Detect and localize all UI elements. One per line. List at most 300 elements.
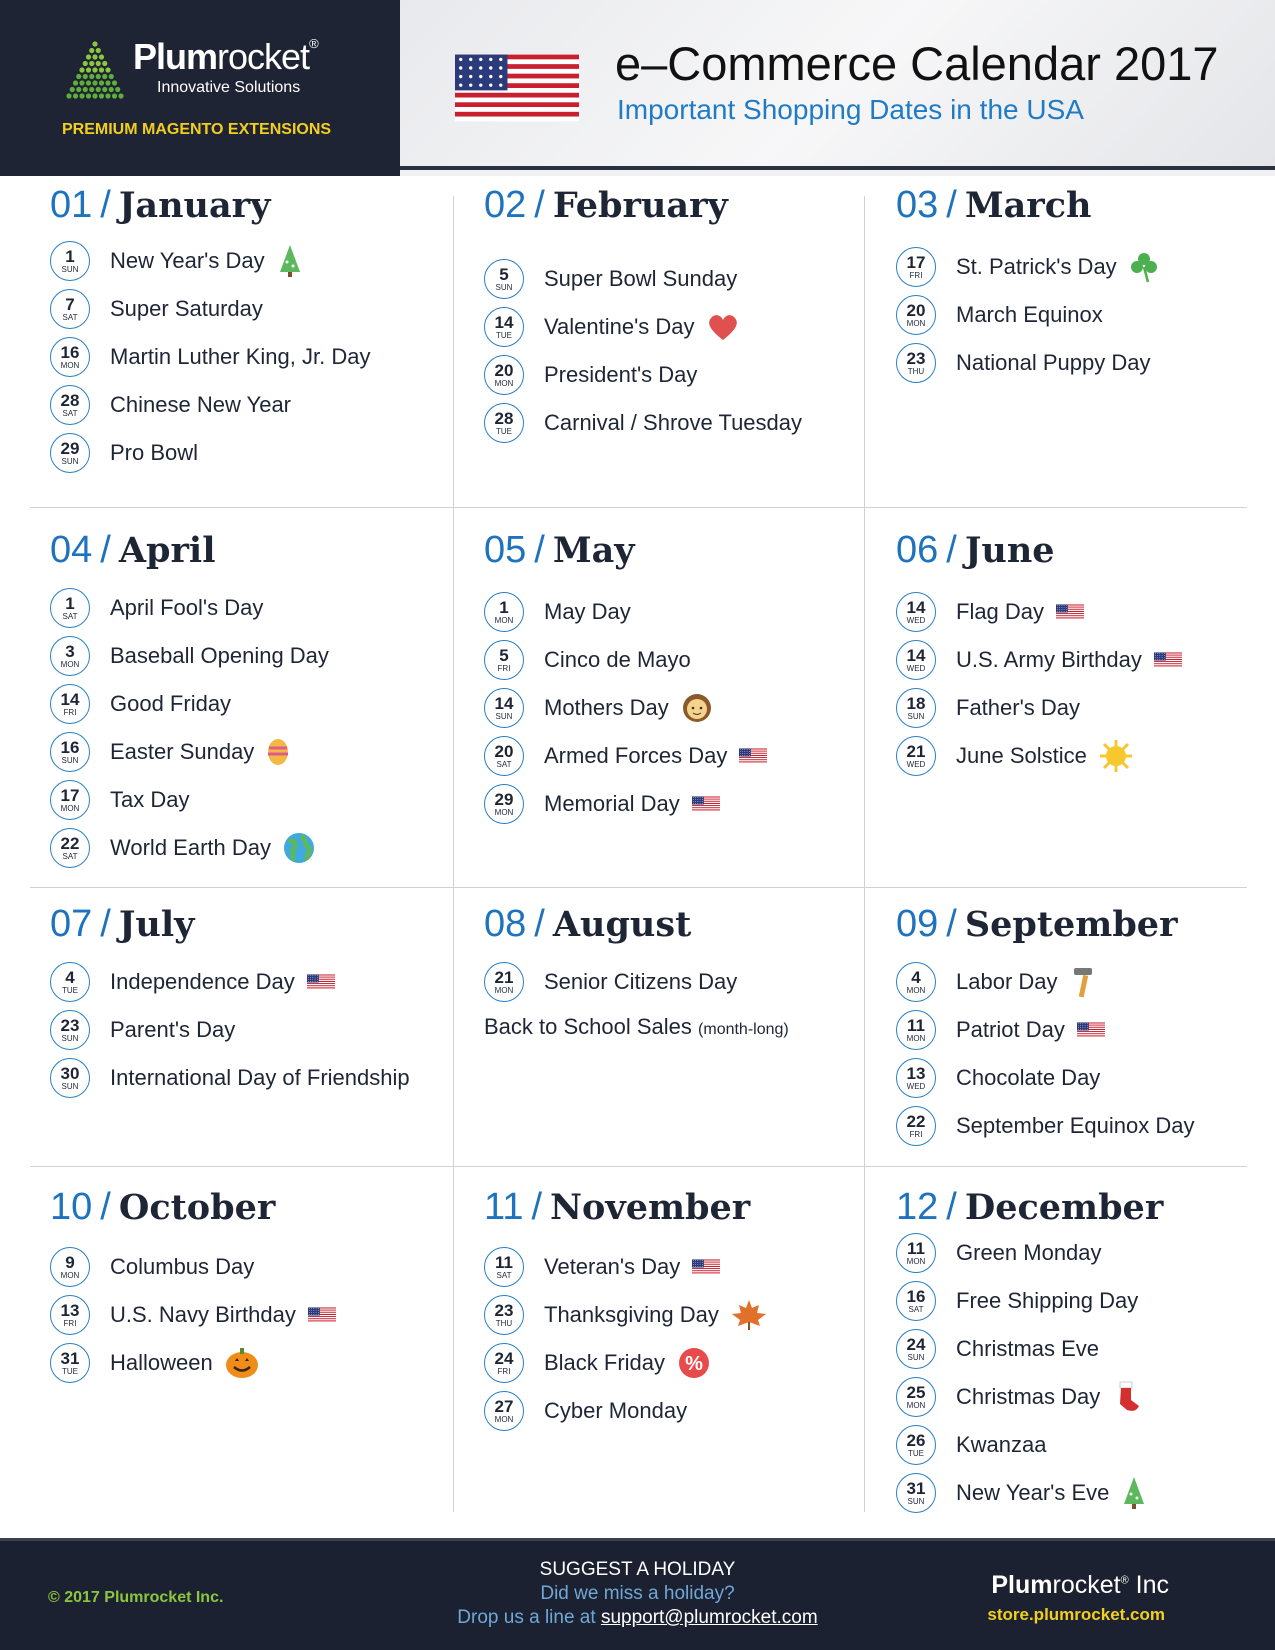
date-badge — [896, 592, 936, 632]
us-flag-icon — [1056, 604, 1084, 620]
event-weekday: TUE — [496, 427, 512, 436]
month-name: September — [964, 904, 1178, 945]
event-weekday: THU — [495, 1319, 513, 1328]
event-item — [50, 333, 370, 381]
date-badge — [484, 259, 524, 299]
event-weekday: SUN — [61, 1034, 79, 1043]
event-name: Baseball Opening Day — [110, 643, 329, 668]
event-day: 24 — [906, 1335, 926, 1354]
event-name: Super Bowl Sunday — [544, 266, 738, 291]
month-name: December — [964, 1187, 1164, 1228]
event-name: Cyber Monday — [544, 1398, 688, 1423]
header — [0, 0, 1275, 176]
month-name: August — [552, 904, 692, 945]
event-day: 7 — [65, 295, 75, 314]
date-badge — [50, 828, 90, 868]
month-title — [896, 529, 1182, 572]
event-item — [484, 1291, 767, 1339]
date-badge — [484, 403, 524, 443]
girl-icon — [681, 692, 713, 724]
event-item — [484, 684, 767, 732]
event-item — [484, 780, 767, 828]
event-name: U.S. Navy Birthday — [110, 1302, 296, 1327]
logo-panel — [0, 0, 400, 176]
page-title: e–Commerce Calendar 2017 — [615, 37, 1219, 90]
us-flag-icon — [739, 748, 767, 764]
event-day: 14 — [494, 313, 514, 332]
event-list — [896, 958, 1194, 1150]
event-list — [50, 584, 329, 872]
event-weekday: SUN — [907, 712, 925, 721]
event-list — [484, 588, 767, 828]
title-slash: / — [100, 903, 111, 945]
event-day: 11 — [495, 1253, 513, 1272]
event-day: 4 — [65, 968, 75, 987]
event-list — [896, 588, 1182, 780]
us-flag-icon — [455, 52, 579, 129]
event-day: 29 — [60, 439, 80, 458]
event-weekday: WED — [906, 664, 926, 673]
event-item — [896, 1054, 1194, 1102]
date-badge — [484, 592, 524, 632]
event-day: 5 — [499, 265, 509, 284]
month-june — [896, 529, 1182, 780]
event-day: 3 — [65, 642, 75, 661]
date-badge — [896, 247, 936, 287]
event-item — [484, 958, 789, 1006]
event-name: Carnival / Shrove Tuesday — [544, 410, 803, 435]
us-flag-icon — [1077, 1022, 1105, 1038]
event-item — [896, 1421, 1163, 1469]
tagline: Innovative Solutions — [157, 79, 301, 96]
event-name: Tax Day — [110, 787, 190, 812]
event-name: Flag Day — [956, 599, 1045, 624]
event-name: Chinese New Year — [110, 392, 292, 417]
event-item — [484, 303, 802, 351]
date-badge — [896, 962, 936, 1002]
event-weekday: SUN — [61, 756, 79, 765]
date-badge — [50, 588, 90, 628]
us-flag-icon — [692, 1259, 720, 1275]
event-day: 25 — [906, 1383, 926, 1402]
event-list — [50, 237, 370, 477]
row-divider — [30, 507, 1247, 508]
event-day: 16 — [60, 738, 80, 757]
event-weekday: MON — [60, 1271, 80, 1280]
hammer-icon — [1070, 966, 1096, 998]
event-item — [896, 1325, 1163, 1373]
event-item — [896, 1229, 1163, 1277]
month-title — [484, 903, 789, 946]
event-list — [896, 243, 1159, 387]
month-name: March — [964, 185, 1092, 226]
date-badge — [50, 241, 90, 281]
event-day: 1 — [499, 598, 509, 617]
title-slash: / — [100, 1186, 111, 1228]
globe-icon — [283, 832, 315, 864]
event-name: Christmas Day — [956, 1384, 1101, 1409]
heart-icon — [707, 313, 739, 341]
event-weekday: SAT — [62, 313, 78, 322]
event-day: 24 — [494, 1349, 514, 1368]
event-weekday: MON — [60, 361, 80, 370]
event-item — [896, 1469, 1163, 1517]
month-title — [484, 1186, 767, 1229]
event-weekday: FRI — [63, 708, 77, 717]
month-title — [50, 1186, 336, 1229]
footer-brand-suffix: Inc — [1128, 1571, 1169, 1599]
date-badge — [50, 1058, 90, 1098]
event-day: 23 — [906, 349, 926, 368]
event-weekday: MON — [494, 986, 514, 995]
event-item — [896, 684, 1182, 732]
footer-brand-bold: Plum — [991, 1571, 1053, 1599]
event-weekday: MON — [494, 1415, 514, 1424]
event-day: 27 — [494, 1397, 514, 1416]
date-badge — [484, 962, 524, 1002]
date-badge — [484, 307, 524, 347]
event-item — [896, 588, 1182, 636]
event-item — [50, 1339, 336, 1387]
event-weekday: WED — [906, 616, 926, 625]
month-name: May — [552, 530, 635, 571]
event-weekday: SAT — [496, 760, 512, 769]
event-weekday: SAT — [62, 852, 78, 861]
event-name: Veteran's Day — [544, 1254, 681, 1279]
month-number: 03 — [896, 184, 939, 226]
event-weekday: TUE — [496, 331, 512, 340]
event-weekday: SUN — [61, 265, 79, 274]
date-badge — [50, 1295, 90, 1335]
event-name: New Year's Day — [110, 248, 265, 273]
event-name: Good Friday — [110, 691, 232, 716]
event-weekday: SAT — [62, 612, 78, 621]
event-item — [50, 584, 329, 632]
title-slash: / — [531, 1186, 543, 1228]
date-badge — [484, 355, 524, 395]
event-weekday: WED — [906, 760, 926, 769]
month-name: July — [118, 904, 195, 945]
event-item — [50, 1006, 410, 1054]
footer — [0, 1538, 1275, 1650]
month-july — [50, 903, 410, 1102]
title-slash: / — [946, 903, 957, 945]
event-weekday: MON — [494, 379, 514, 388]
event-name: Thanksgiving Day — [544, 1302, 719, 1327]
event-list — [484, 1243, 767, 1435]
event-day: 31 — [60, 1349, 80, 1368]
title-slash: / — [534, 903, 545, 945]
event-weekday: SUN — [907, 1497, 925, 1506]
us-flag-icon — [308, 1307, 336, 1323]
suggest-title: SUGGEST A HOLIDAY — [539, 1559, 736, 1580]
event-name: Mothers Day — [544, 695, 669, 720]
event-name: Columbus Day — [110, 1254, 255, 1279]
event-item — [896, 732, 1182, 780]
month-number: 07 — [50, 903, 93, 945]
event-item — [50, 680, 329, 728]
event-weekday: MON — [906, 1257, 926, 1266]
date-badge — [484, 640, 524, 680]
event-name: President's Day — [544, 362, 698, 387]
event-day: 14 — [906, 646, 926, 665]
event-day: 18 — [906, 694, 926, 713]
date-badge — [896, 1329, 936, 1369]
event-day: 21 — [494, 968, 514, 987]
brand-logo — [133, 36, 318, 78]
event-name: Valentine's Day — [544, 314, 695, 339]
date-badge — [50, 337, 90, 377]
title-slash: / — [534, 184, 545, 226]
event-item — [896, 1373, 1163, 1421]
calendar-grid — [0, 176, 1275, 1538]
month-number: 09 — [896, 903, 939, 945]
plumrocket-logo-icon — [60, 40, 130, 102]
month-number: 06 — [896, 529, 939, 571]
event-name: Green Monday — [956, 1240, 1102, 1265]
event-day: 11 — [907, 1239, 925, 1258]
us-flag-icon — [307, 974, 335, 990]
svg-text:%: % — [685, 1353, 703, 1375]
date-badge — [50, 385, 90, 425]
date-badge — [896, 1473, 936, 1513]
note-text: Back to School Sales — [484, 1014, 692, 1039]
month-january — [50, 184, 370, 477]
event-day: 29 — [494, 790, 514, 809]
title-slash: / — [100, 529, 111, 571]
event-name: Parent's Day — [110, 1017, 236, 1042]
month-december — [896, 1186, 1163, 1517]
title-slash: / — [534, 529, 545, 571]
month-number: 12 — [896, 1186, 939, 1228]
event-weekday: SUN — [61, 1082, 79, 1091]
event-weekday: TUE — [908, 1449, 924, 1458]
event-name: Armed Forces Day — [544, 743, 728, 768]
copyright: © 2017 Plumrocket Inc. — [48, 1589, 224, 1606]
suggest-question: Did we miss a holiday? — [540, 1583, 735, 1604]
us-flag-icon — [692, 796, 720, 812]
tree-icon — [277, 244, 303, 278]
event-weekday: TUE — [62, 1367, 78, 1376]
event-item — [484, 732, 767, 780]
date-badge — [896, 1106, 936, 1146]
support-email-link[interactable]: support@plumrocket.com — [600, 1607, 818, 1628]
month-name: November — [550, 1187, 751, 1228]
event-name: Labor Day — [956, 969, 1058, 994]
event-name: Martin Luther King, Jr. Day — [110, 344, 371, 369]
month-title — [896, 903, 1194, 946]
event-day: 9 — [65, 1253, 75, 1272]
event-item — [50, 776, 329, 824]
event-day: 4 — [911, 968, 921, 987]
premium-label: PREMIUM MAGENTO EXTENSIONS — [62, 121, 332, 138]
event-item — [484, 1243, 767, 1291]
date-badge — [484, 1391, 524, 1431]
event-item — [896, 339, 1159, 387]
month-title — [50, 184, 370, 227]
event-weekday: SAT — [62, 409, 78, 418]
event-item — [484, 399, 802, 447]
event-name: Black Friday — [544, 1350, 666, 1375]
event-item — [896, 1102, 1194, 1150]
event-item — [484, 588, 767, 636]
row-divider — [30, 887, 1247, 888]
event-day: 14 — [60, 690, 80, 709]
month-april — [50, 529, 329, 872]
event-day: 23 — [60, 1016, 80, 1035]
event-weekday: MON — [60, 660, 80, 669]
event-weekday: MON — [906, 1401, 926, 1410]
event-day: 5 — [499, 646, 509, 665]
event-day: 22 — [906, 1112, 926, 1131]
month-title — [484, 184, 802, 227]
footer-registered: ® — [1120, 1574, 1129, 1587]
date-badge — [50, 1010, 90, 1050]
title-slash: / — [946, 529, 957, 571]
month-name: April — [118, 530, 216, 571]
event-item — [896, 243, 1159, 291]
store-link[interactable]: store.plumrocket.com — [987, 1605, 1165, 1624]
drop-line-text: Drop us a line at — [457, 1607, 596, 1628]
event-item — [50, 381, 370, 429]
event-name: September Equinox Day — [956, 1113, 1195, 1138]
event-list — [896, 1229, 1163, 1517]
event-day: 16 — [906, 1287, 926, 1306]
event-item — [50, 824, 329, 872]
event-weekday: THU — [907, 367, 925, 376]
month-title — [50, 903, 410, 946]
date-badge — [484, 1343, 524, 1383]
date-badge — [896, 1058, 936, 1098]
event-weekday: MON — [906, 1034, 926, 1043]
event-item — [50, 285, 370, 333]
event-name: Independence Day — [110, 969, 295, 994]
event-weekday: SUN — [61, 457, 79, 466]
event-day: 21 — [906, 742, 926, 761]
date-badge — [50, 732, 90, 772]
row-divider — [30, 1166, 1247, 1167]
date-badge — [896, 343, 936, 383]
month-november — [484, 1186, 767, 1435]
title-slash: / — [946, 184, 957, 226]
month-title — [50, 529, 329, 572]
date-badge — [50, 1247, 90, 1287]
stocking-icon — [1112, 1380, 1142, 1414]
date-badge — [484, 1295, 524, 1335]
percent-icon — [677, 1346, 711, 1380]
note-detail: (month-long) — [698, 1021, 789, 1038]
event-day: 1 — [65, 247, 75, 266]
event-weekday: SUN — [495, 283, 513, 292]
date-badge — [484, 736, 524, 776]
event-weekday: FRI — [497, 1367, 511, 1376]
date-badge — [896, 688, 936, 728]
month-number: 04 — [50, 529, 93, 571]
date-badge — [50, 289, 90, 329]
title-slash: / — [946, 1186, 957, 1228]
column-divider — [864, 196, 865, 1512]
event-day: 11 — [907, 1016, 925, 1035]
month-october — [50, 1186, 336, 1387]
event-name: Senior Citizens Day — [544, 969, 738, 994]
event-list — [50, 958, 410, 1102]
event-day: 16 — [60, 343, 80, 362]
event-weekday: MON — [906, 986, 926, 995]
event-name: Father's Day — [956, 695, 1081, 720]
event-day: 28 — [494, 409, 514, 428]
event-day: 14 — [494, 694, 514, 713]
tree-icon — [1121, 1476, 1147, 1510]
date-badge — [50, 684, 90, 724]
event-day: 26 — [906, 1431, 926, 1450]
maple-leaf-icon — [731, 1299, 767, 1331]
event-name: Cinco de Mayo — [544, 647, 691, 672]
event-list — [50, 1243, 336, 1387]
event-item — [50, 429, 370, 477]
page-subtitle: Important Shopping Dates in the USA — [617, 94, 1084, 125]
event-day: 30 — [60, 1064, 80, 1083]
month-may — [484, 529, 767, 828]
month-number: 10 — [50, 1186, 93, 1228]
month-number: 02 — [484, 184, 527, 226]
event-name: International Day of Friendship — [110, 1065, 410, 1090]
event-item — [484, 351, 802, 399]
event-name: May Day — [544, 599, 631, 624]
event-item — [896, 958, 1194, 1006]
date-badge — [896, 1377, 936, 1417]
event-day: 23 — [494, 1301, 514, 1320]
date-badge — [896, 1281, 936, 1321]
event-name: Chocolate Day — [956, 1065, 1101, 1090]
footer-brand — [991, 1571, 1169, 1600]
event-item — [484, 1339, 767, 1387]
brand-bold: Plum — [133, 36, 218, 77]
month-name: February — [552, 185, 728, 226]
month-march — [896, 184, 1159, 387]
event-day: 13 — [60, 1301, 80, 1320]
date-badge — [50, 962, 90, 1002]
month-february — [484, 184, 802, 447]
event-day: 17 — [906, 253, 926, 272]
event-list — [484, 255, 802, 447]
event-name: Super Saturday — [110, 296, 263, 321]
event-item — [896, 1277, 1163, 1325]
date-badge — [50, 636, 90, 676]
event-list — [484, 958, 789, 1040]
event-item — [484, 1387, 767, 1435]
event-name: National Puppy Day — [956, 350, 1151, 375]
event-item — [50, 1054, 410, 1102]
event-item — [484, 636, 767, 684]
month-title — [896, 1186, 1163, 1229]
event-weekday: FRI — [909, 271, 923, 280]
us-flag-icon — [1154, 652, 1182, 668]
event-weekday: FRI — [909, 1130, 923, 1139]
event-item — [896, 1006, 1194, 1054]
registered-mark: ® — [309, 36, 318, 51]
event-weekday: MON — [494, 616, 514, 625]
date-badge — [896, 736, 936, 776]
event-item — [50, 1243, 336, 1291]
event-name: Pro Bowl — [110, 440, 199, 465]
footer-brand-rest: rocket — [1052, 1571, 1121, 1599]
month-name: October — [118, 1187, 276, 1228]
month-number: 05 — [484, 529, 527, 571]
event-weekday: SAT — [908, 1305, 924, 1314]
event-day: 1 — [65, 594, 75, 613]
date-badge — [50, 1343, 90, 1383]
event-weekday: WED — [906, 1082, 926, 1091]
